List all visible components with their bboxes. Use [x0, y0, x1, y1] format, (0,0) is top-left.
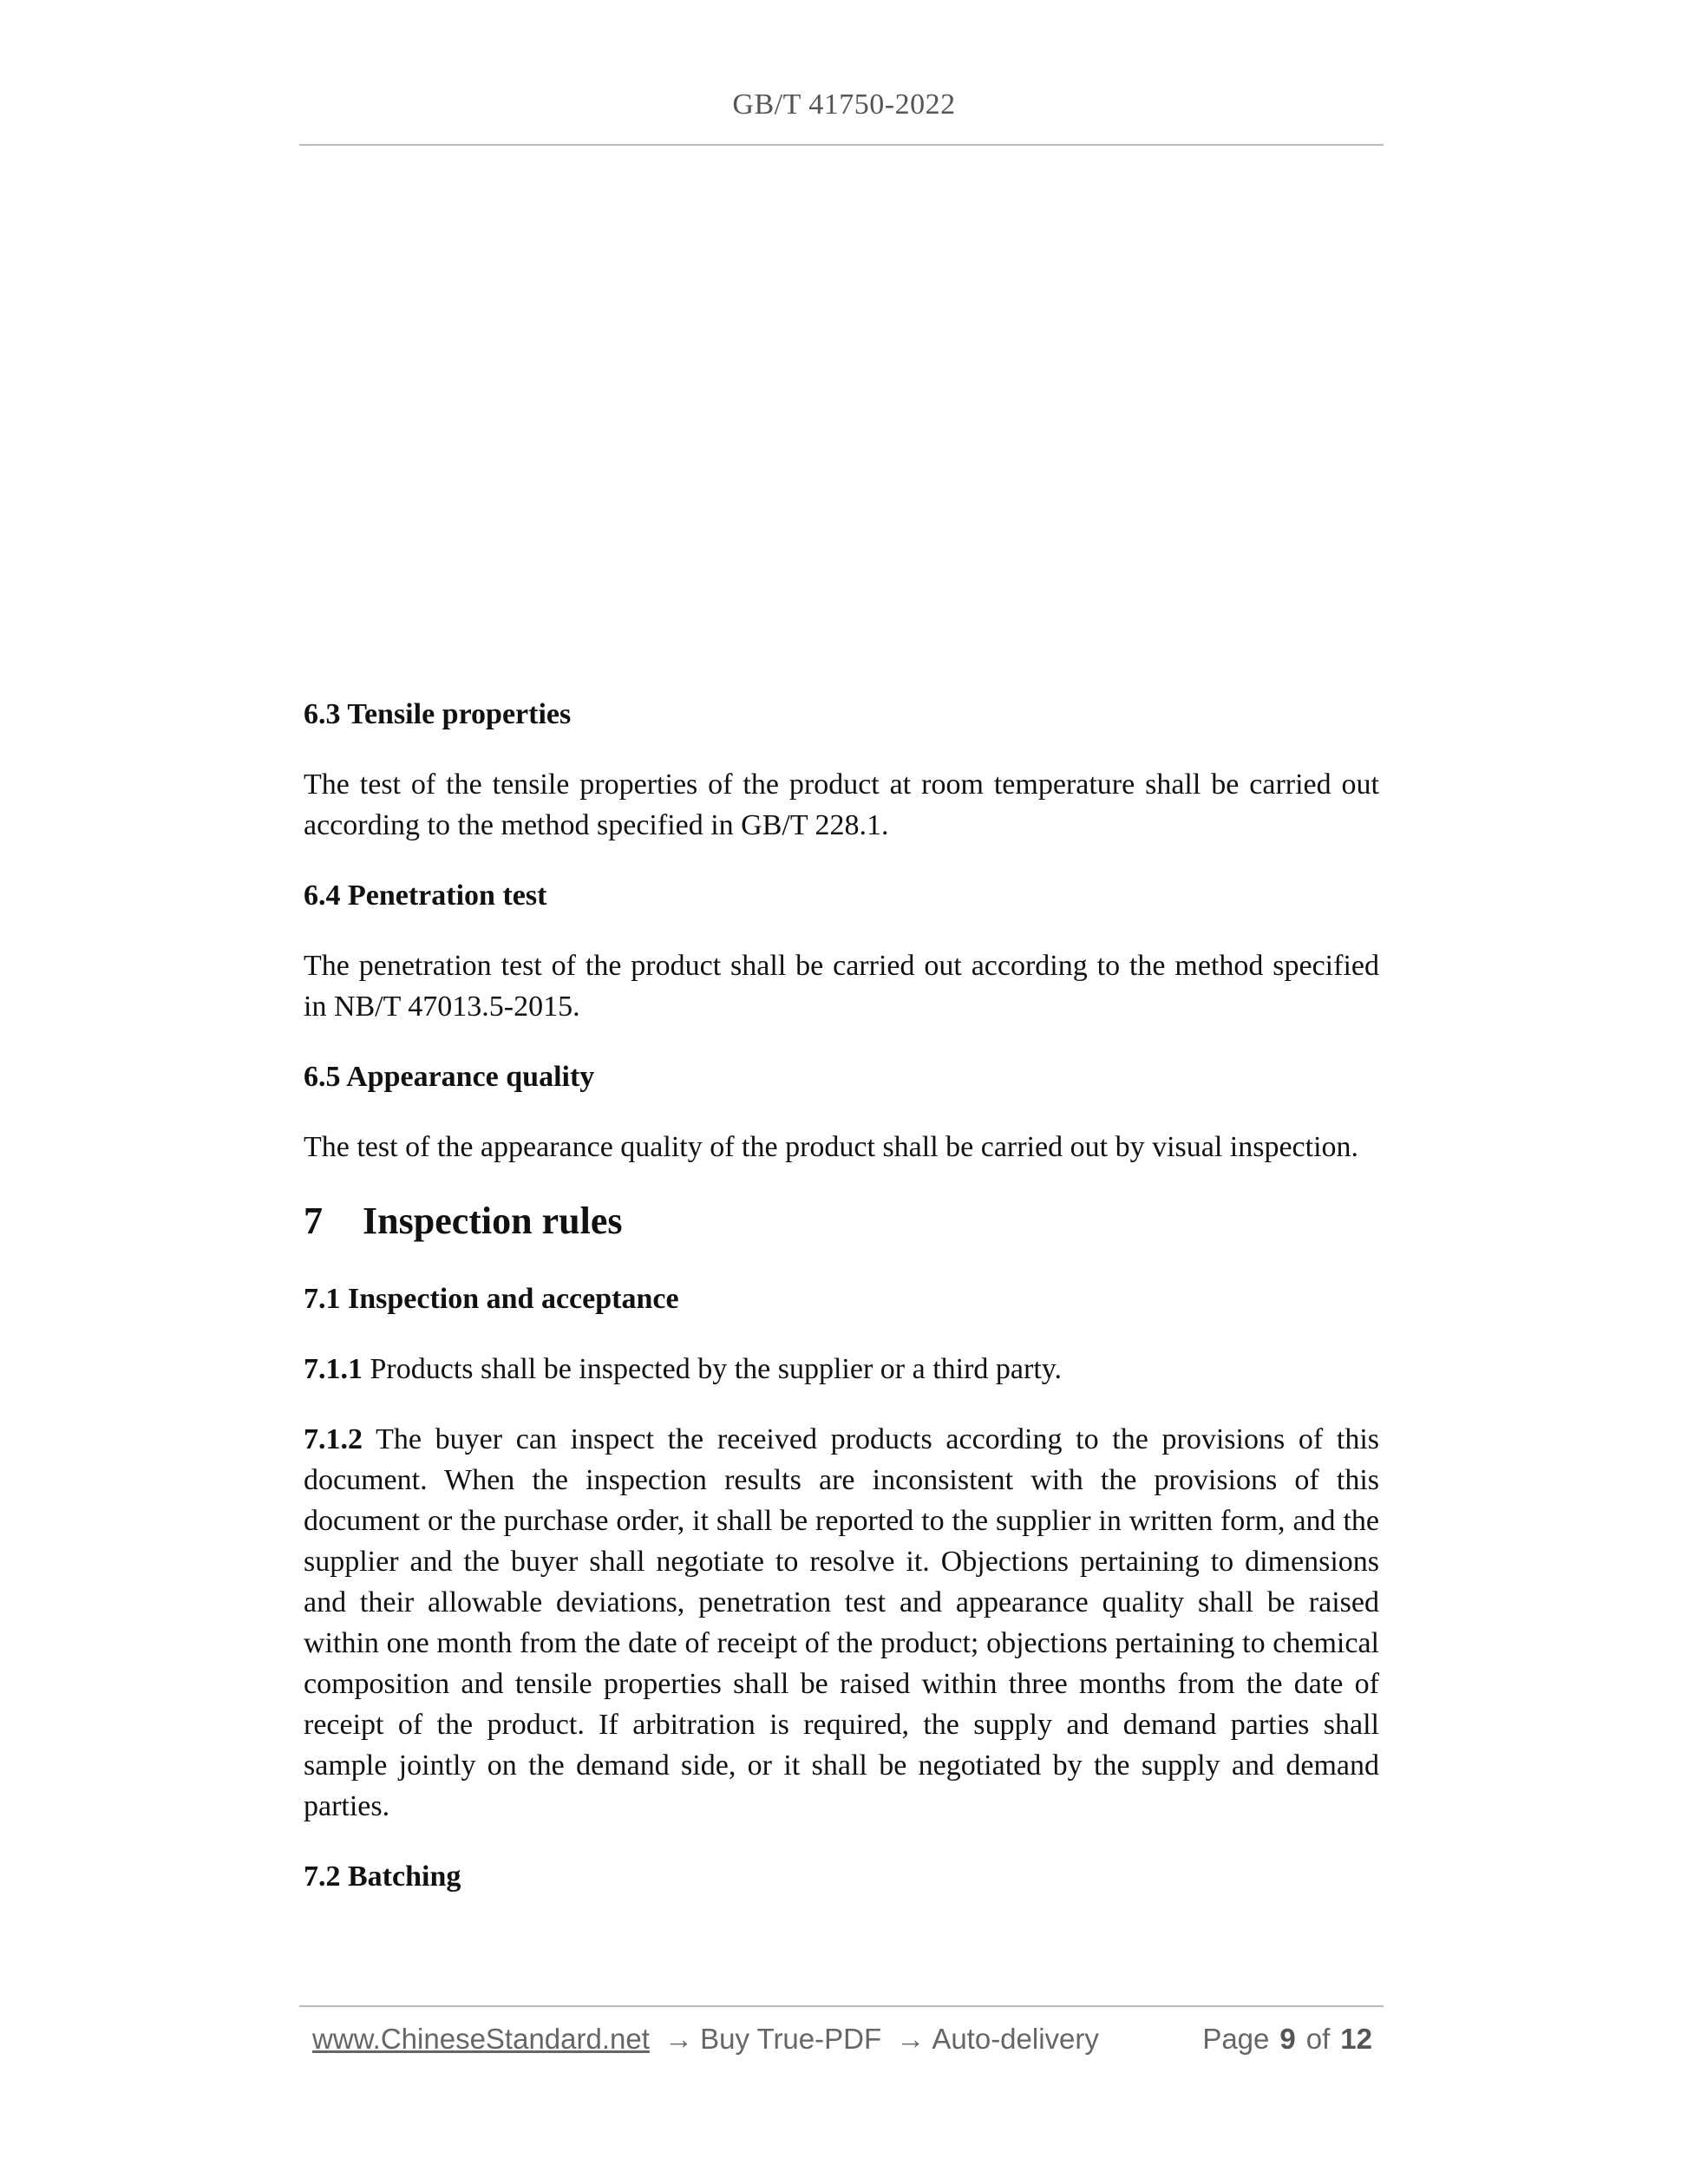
clause-7-1-2 [304, 1419, 1379, 1827]
website-link[interactable]: www.ChineseStandard.net [312, 2023, 650, 2055]
section-text-6-5: The test of the appearance quality of the product shall be carried out by visual inspection. [304, 1131, 1359, 1163]
chapter-number: 7 [304, 1200, 323, 1242]
clause-7-1-1 [304, 1349, 1379, 1390]
section-heading-6-5: 6.5 Appearance quality [304, 1061, 595, 1093]
footer-links [312, 2023, 1099, 2056]
document-code-header: GB/T 41750-2022 [732, 88, 956, 121]
document-body [304, 694, 1379, 1897]
chapter-heading-7 [304, 1197, 1379, 1246]
buy-true-pdf-text: Buy True-PDF [700, 2023, 882, 2055]
page-number [1202, 2023, 1372, 2056]
header-divider [299, 144, 1384, 146]
section-heading-7-1: 7.1 Inspection and acceptance [304, 1283, 679, 1315]
section-heading-7-2: 7.2 Batching [304, 1860, 461, 1893]
arrow-right-icon: → [896, 2023, 926, 2055]
page-label: Page [1202, 2023, 1270, 2055]
page-footer [312, 2023, 1372, 2066]
chapter-title: Inspection rules [363, 1200, 623, 1242]
clause-text: The buyer can inspect the received products according to the provisions of this document. When the inspection results are inconsistent with the provisions of this document or the purchase order, it shall be reported to the supplier in written form, and the supplier and the buyer shall negotiate to resolve it. Objections pertaining to dimensions and their allowable deviations, penetration test and appearance quality shall be raised within one month from the date of receipt of the product; objections pertaining to chemical composition and tensile properties shall be raised within three months from the date of receipt of the product. If arbitration is required, the supply and demand parties shall sample jointly on the demand side, or it shall be negotiated by the supply and demand parties. [304, 1423, 1379, 1822]
page-current: 9 [1279, 2023, 1296, 2055]
section-text-6-4: The penetration test of the product shall be carried out according to the method specified in NB/T 47013.5-2015. [304, 950, 1379, 1023]
section-text-6-3: The test of the tensile properties of the product at room temperature shall be carried out according to the method specified in GB/T 228.1. [304, 768, 1379, 841]
section-heading-6-3: 6.3 Tensile properties [304, 698, 572, 730]
of-label: of [1305, 2023, 1331, 2055]
clause-text: Products shall be inspected by the supplier or a third party. [370, 1353, 1063, 1385]
section-heading-6-4: 6.4 Penetration test [304, 879, 547, 912]
footer-divider [299, 2005, 1384, 2007]
arrow-right-icon: → [664, 2023, 694, 2055]
page-total: 12 [1340, 2023, 1372, 2055]
clause-number: 7.1.2 [304, 1423, 363, 1455]
auto-delivery-text: Auto-delivery [932, 2023, 1099, 2055]
clause-number: 7.1.1 [304, 1353, 363, 1385]
